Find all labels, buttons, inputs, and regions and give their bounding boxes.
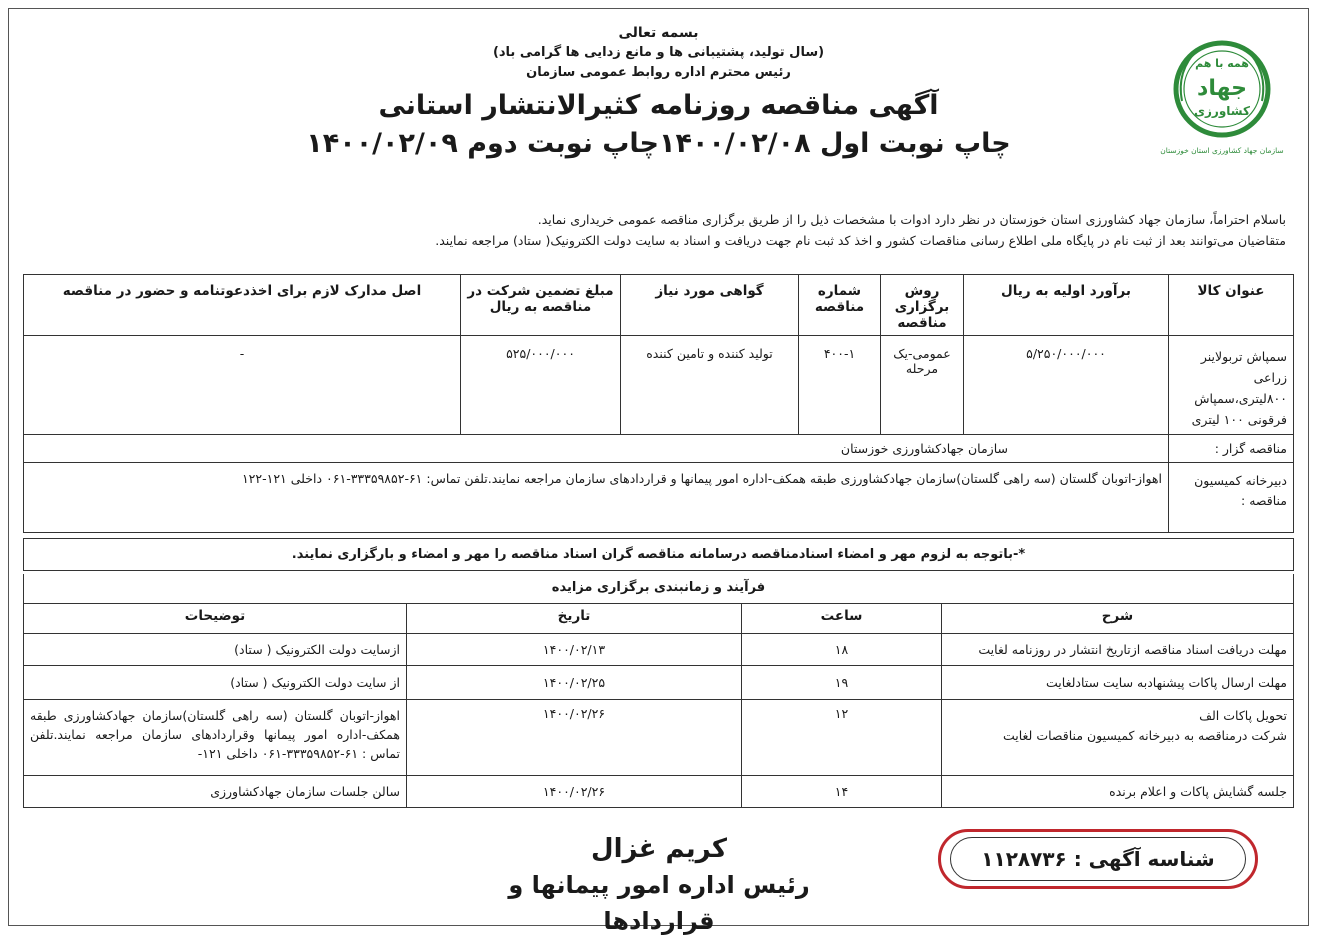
header-method: روش برگزاری مناقصه [881,275,964,336]
secretariat-value: اهواز-اتوبان گلستان (سه راهی گلستان)سازمان جهادکشاورزی طبقه همکف-اداره امور پیمانها و قراردادهای سازمان مراجعه نمایند.تلفن تماس: ۶۱-۳۳۳۵۹۸۵۲-۰۶۱ داخلی ۱۲۱-۱۲۲ [24,463,1169,533]
schedule-desc: مهلت ارسال پاکات پیشنهادبه سایت ستادلغایت [942,666,1294,700]
cell-method: عمومی-یک مرحله [881,336,964,435]
header-certificate: گواهی مورد نیاز [621,275,799,336]
header-documents: اصل مدارک لازم برای اخذدعوتنامه و حضور در مناقصه [24,275,461,336]
schedule-notes: ازسایت دولت الکترونیک ( ستاد) [24,634,407,666]
signature-block [449,831,869,939]
intro-text [23,209,1286,251]
schedule-time: ۱۴ [742,776,942,808]
header-guarantee: مبلغ تضمین شرکت در مناقصه به ریال [461,275,621,336]
schedule-time: ۱۲ [742,700,942,776]
logo-caption: سازمان جهاد کشاورزی استان خوزستان [1160,146,1284,155]
notice-header [169,23,1148,163]
header-number: شماره مناقصه [799,275,881,336]
table-header-row [24,275,1294,336]
logo-word-2: کشاورزی [1194,104,1250,118]
organizer-value: سازمان جهادکشاورزی خوزستان [24,435,1169,463]
schedule-date: ۱۴۰۰/۰۲/۱۳ [407,634,742,666]
schedule-header-desc: شرح [942,604,1294,634]
schedule-notes: از سایت دولت الکترونیک ( ستاد) [24,666,407,700]
sign-stamp-notice [23,538,1294,571]
schedule-time: ۱۹ [742,666,942,700]
schedule-date: ۱۴۰۰/۰۲/۲۶ [407,776,742,808]
schedule-header-notes: توضیحات [24,604,407,634]
table-row [24,700,1294,776]
logo-arc-text: همه با هم [1195,57,1249,70]
secretariat-label: دبیرخانه کمیسیون مناقصه : [1169,463,1294,533]
print-dates-title: چاپ نوبت اول ۱۴۰۰/۰۲/۰۸چاپ نوبت دوم ۱۴۰۰/۰۲/۰۹ [306,128,1011,159]
schedule-rows-table [23,603,1294,808]
notice-title: آگهی مناقصه روزنامه کثیرالانتشار استانی [378,90,939,121]
tender-notice-page [8,8,1309,935]
intro-paragraph-2: متقاضیان می‌توانند بعد از ثبت نام در پایگاه ملی اطلاع رسانی مناقصات کشور و اخذ کد ثبت نام جهت دریافت و اسناد به سایت دولت الکترونیک( ستاد) مراجعه نمایند. [435,233,1286,248]
schedule-title: فرآیند و زمانبندی برگزاری مزایده [23,574,1294,604]
signer-name: کریم غزال [591,834,727,864]
notice-text: *-باتوجه به لزوم مهر و امضاء اسنادمناقصه درسامانه مناقصه گران اسناد مناقصه را مهر و امضاء و بارگزاری نمایند. [24,539,1294,571]
table-row [24,634,1294,666]
ad-id-text: شناسه آگهی : ۱۱۲۸۷۳۶ [950,837,1246,881]
cell-number: ۴۰۰-۱ [799,336,881,435]
schedule-header-date: تاریخ [407,604,742,634]
signer-position: رئیس اداره امور پیمانها و قراردادها [508,871,810,935]
cell-guarantee: ۵۲۵/۰۰۰/۰۰۰ [461,336,621,435]
header-estimate: برآورد اولیه به ریال [964,275,1169,336]
schedule-desc: جلسه گشایش پاکات و اعلام برنده [942,776,1294,808]
organizer-label: مناقصه گزار : [1169,435,1294,463]
intro-paragraph-1: باسلام احتراماً، سازمان جهاد کشاورزی استان خوزستان در نظر دارد ادوات با مشخصات ذیل را از طریق برگزاری مناقصه عمومی خریداری نماید. [537,212,1286,227]
logo-word-1: جهاد [1197,76,1247,101]
ad-id-badge [938,829,1258,889]
cell-certificate: تولید کننده و تامین کننده [621,336,799,435]
organizer-row [24,435,1294,463]
schedule-desc: تحویل پاکات الف شرکت درمناقصه به دبیرخانه کمیسیون مناقصات لغایت [942,700,1294,776]
schedule-date: ۱۴۰۰/۰۲/۲۵ [407,666,742,700]
cell-item-title: سمپاش تربولاینر زراعی ۸۰۰لیتری،سمپاش فرقونی ۱۰۰ لیتری [1169,336,1294,435]
table-row [24,776,1294,808]
basmala-line: بسمه تعالی [618,25,699,41]
schedule-header-row [24,604,1294,634]
schedule-notes: اهواز-اتوبان گلستان (سه راهی گلستان)سازمان جهادکشاورزی طبقه همکف-اداره امور پیمانها وقراردادهای سازمان مراجعه نمایند.تلفن تماس : ۶۱-۳۳۳۵۹۸۵۲-۰۶۱ داخلی ۱۲۱- [24,700,407,776]
tender-details-table [23,274,1294,533]
header-item-title: عنوان کالا [1169,275,1294,336]
logo-emblem-icon [1158,31,1286,159]
schedule-notes: سالن جلسات سازمان جهادکشاورزی [24,776,407,808]
cell-documents: - [24,336,461,435]
year-slogan: (سال تولید، پشتیبانی ها و مانع زدایی ها گرامی باد) [492,45,825,60]
secretariat-row [24,463,1294,533]
table-row [24,666,1294,700]
schedule-time: ۱۸ [742,634,942,666]
table-row [24,336,1294,435]
addressee-line: رئیس محترم اداره روابط عمومی سازمان [526,65,791,80]
schedule-date: ۱۴۰۰/۰۲/۲۶ [407,700,742,776]
cell-estimate: ۵/۲۵۰/۰۰۰/۰۰۰ [964,336,1169,435]
jahad-keshavarzi-logo [1158,31,1286,159]
schedule-desc: مهلت دریافت اسناد مناقصه ازتاریخ انتشار در روزنامه لغایت [942,634,1294,666]
schedule-header-time: ساعت [742,604,942,634]
